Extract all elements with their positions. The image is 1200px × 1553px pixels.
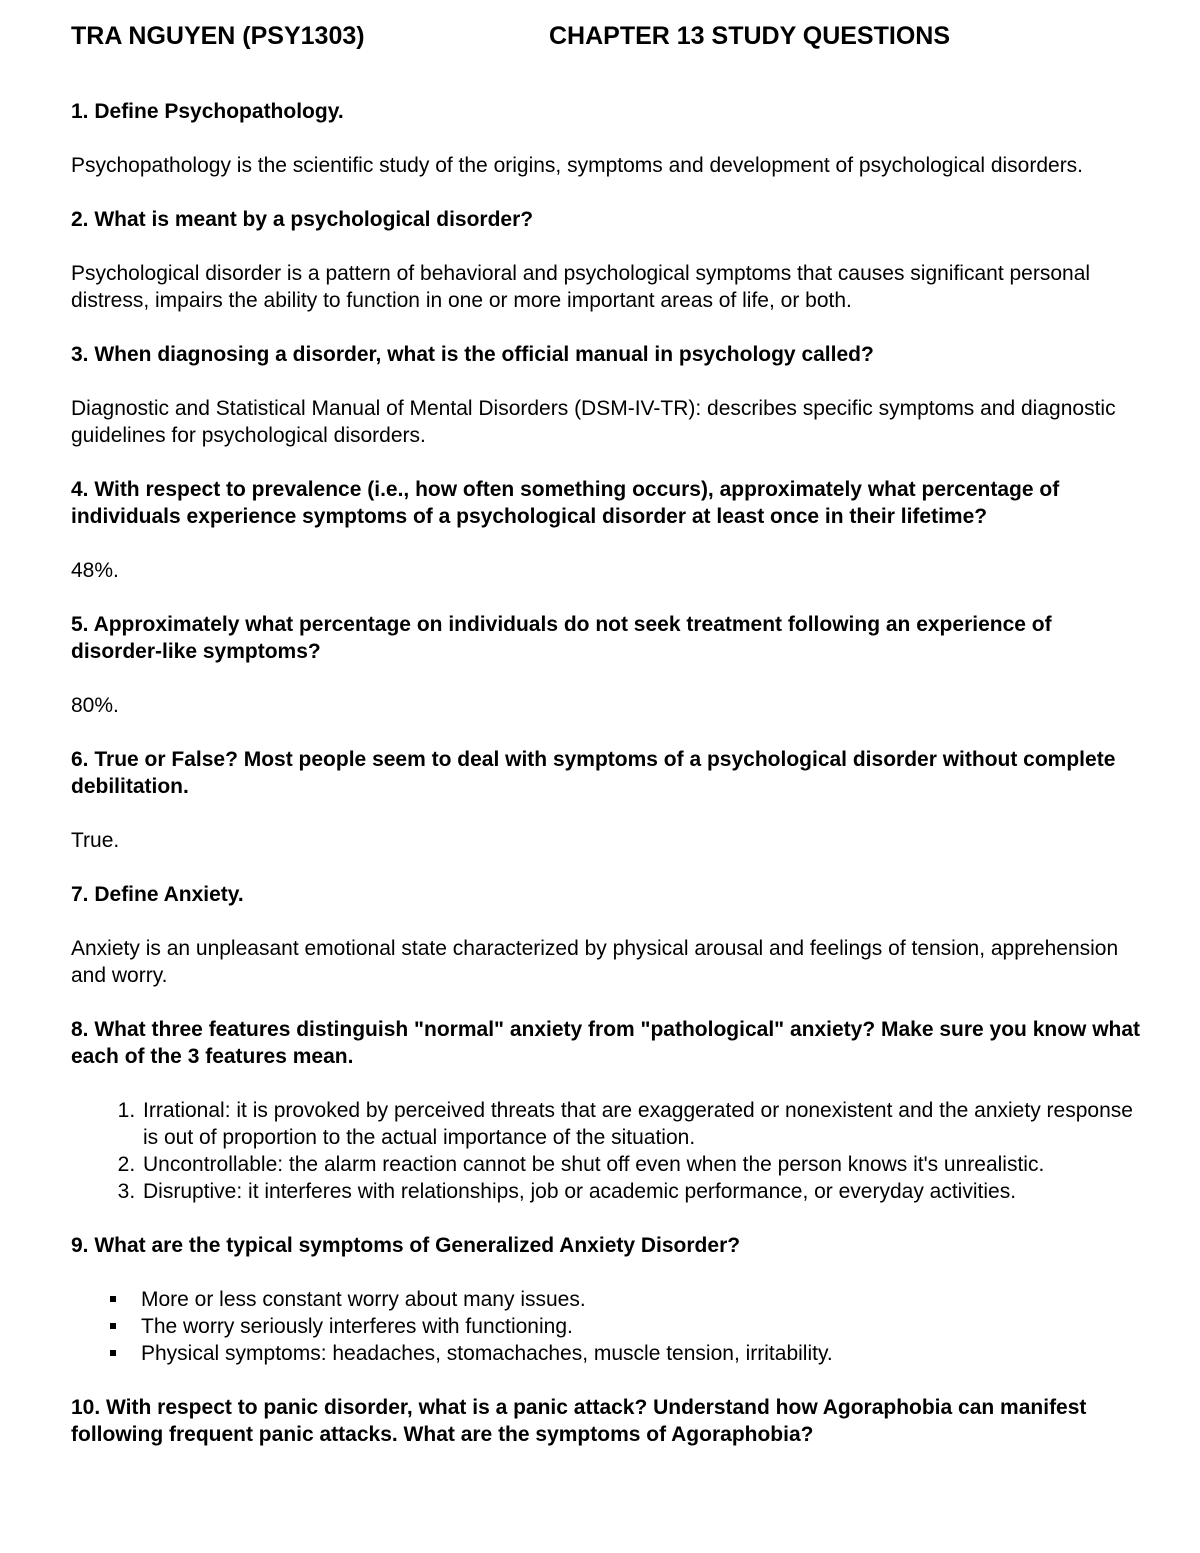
chapter-title-heading: CHAPTER 13 STUDY QUESTIONS [549, 22, 951, 50]
bullet-item: More or less constant worry about many issues. [141, 1286, 1141, 1313]
bullet-item: Physical symptoms: headaches, stomachaches, muscle tension, irritability. [141, 1340, 1141, 1367]
question-8: 8. What three features distinguish "normal" anxiety from "pathological" anxiety? Make sure you know what each of the 3 features mean. [71, 1018, 1141, 1068]
question-1: 1. Define Psychopathology. [71, 100, 344, 123]
list-item: 1. Irrational: it is provoked by perceived threats that are exaggerated or nonexistent and the anxiety response is out of proportion to the actual importance of the situation. [141, 1097, 1141, 1151]
answer-1: Psychopathology is the scientific study of the origins, symptoms and development of psychological disorders. [71, 154, 1084, 177]
document-body [71, 98, 1141, 1475]
anxiety-features-list [71, 1097, 1141, 1205]
question-6: 6. True or False? Most people seem to deal with symptoms of a psychological disorder without complete debilitation. [71, 748, 1116, 798]
answer-2: Psychological disorder is a pattern of behavioral and psychological symptoms that causes significant personal distress, impairs the ability to function in one or more important areas of life, or both. [71, 262, 1091, 312]
answer-3: Diagnostic and Statistical Manual of Mental Disorders (DSM-IV-TR): describes specific symptoms and diagnostic guidelines for psychological disorders. [71, 397, 1116, 447]
list-item: 2. Uncontrollable: the alarm reaction cannot be shut off even when the person knows it's unrealistic. [141, 1151, 1141, 1178]
question-3: 3. When diagnosing a disorder, what is the official manual in psychology called? [71, 343, 874, 366]
answer-7: Anxiety is an unpleasant emotional state characterized by physical arousal and feelings of tension, apprehension and worry. [71, 937, 1119, 987]
bullet-item: The worry seriously interferes with functioning. [141, 1313, 1141, 1340]
question-7: 7. Define Anxiety. [71, 883, 244, 906]
answer-4: 48%. [71, 559, 119, 582]
question-4: 4. With respect to prevalence (i.e., how often something occurs), approximately what percentage of individuals experience symptoms of a psychological disorder at least once in their lifetime? [71, 478, 1060, 528]
answer-5: 80%. [71, 694, 119, 717]
question-9: 9. What are the typical symptoms of Generalized Anxiety Disorder? [71, 1234, 741, 1257]
question-2: 2. What is meant by a psychological disorder? [71, 208, 534, 231]
question-5: 5. Approximately what percentage on individuals do not seek treatment following an experience of disorder-like symptoms? [71, 613, 1052, 663]
gad-symptoms-list [71, 1286, 1141, 1367]
answer-6: True. [71, 829, 120, 852]
student-course-heading: TRA NGUYEN (PSY1303) [71, 22, 365, 50]
document-header [71, 19, 1141, 53]
question-10: 10. With respect to panic disorder, what is a panic attack? Understand how Agoraphobia can manifest following frequent panic attacks. What are the symptoms of Agoraphobia? [71, 1396, 1087, 1446]
list-item: 3. Disruptive: it interferes with relationships, job or academic performance, or everyday activities. [141, 1178, 1141, 1205]
